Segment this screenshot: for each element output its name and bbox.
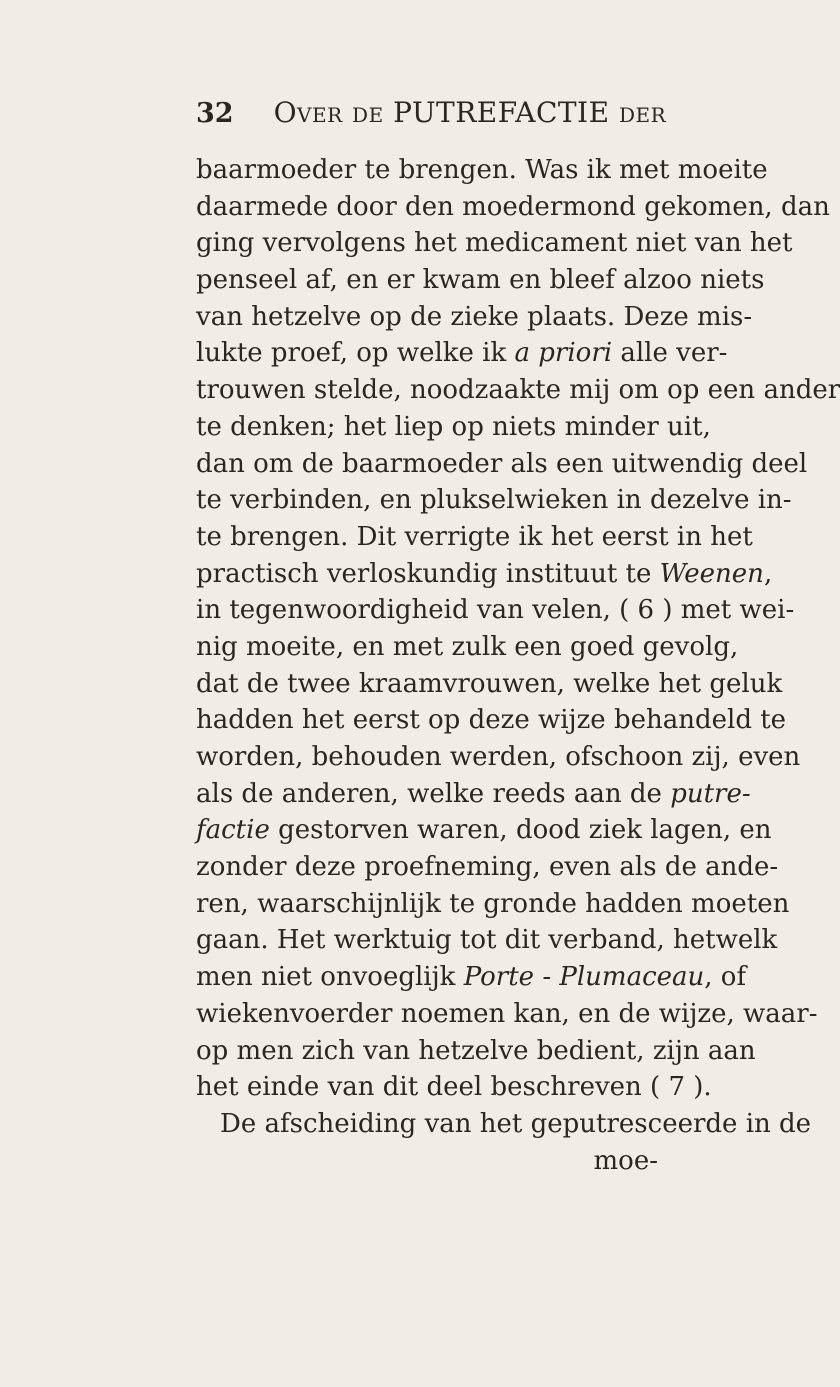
page-number: 32: [196, 98, 234, 129]
text-line: van hetzelve op de zieke plaats. Deze mis-: [196, 301, 753, 332]
text-line: in tegenwoordigheid van velen, ( 6 ) met wei-: [196, 595, 795, 626]
text-line: dat de twee kraamvrouwen, welke het geluk: [196, 668, 783, 699]
text-run: alle ver-: [620, 338, 728, 369]
text-line: penseel af, en er kwam en bleef alzoo niets: [196, 265, 765, 296]
catchword: moe-: [593, 1145, 658, 1176]
text-line: [196, 812, 772, 849]
italic-phrase: putre-: [670, 778, 751, 809]
italic-phrase: factie: [196, 815, 270, 846]
text-line: wiekenvoerder noemen kan, en de wijze, waar-: [196, 998, 818, 1029]
text-run: , of: [704, 962, 747, 993]
running-header: [196, 96, 667, 140]
text-run: gestorven waren, dood ziek lagen, en: [278, 815, 772, 846]
text-line: trouwen stelde, noodzaakte mij om op een ander: [196, 375, 840, 406]
italic-phrase: Weenen: [659, 558, 764, 589]
text-run: lukte proef, op welke ik: [196, 338, 507, 369]
text-line: zonder deze proefneming, even als de ande-: [196, 852, 779, 883]
text-line: daarmede door den moedermond gekomen, dan: [196, 191, 830, 222]
text-line: te brengen. Dit verrigte ik het eerst in het: [196, 521, 753, 552]
title-word: PUTREFACTIE: [393, 96, 610, 129]
running-title: [274, 96, 667, 129]
text-line: hadden het eerst op deze wijze behandeld te: [196, 705, 787, 736]
text-line: dan om de baarmoeder als een uitwendig deel: [196, 448, 808, 479]
text-line: ging vervolgens het medicament niet van het: [196, 228, 793, 259]
text-line: te denken; het liep op niets minder uit,: [196, 411, 711, 442]
text-run: men niet onvoeglijk: [196, 962, 456, 993]
text-line: worden, behouden werden, ofschoon zij, even: [196, 742, 801, 772]
italic-phrase: a priori: [514, 338, 613, 369]
text-line: [196, 335, 728, 372]
text-line: [196, 776, 751, 813]
title-word: Over: [273, 96, 343, 129]
body-text: [196, 152, 840, 1179]
title-word: der: [618, 96, 667, 129]
text-run: als de anderen, welke reeds aan de: [196, 778, 662, 809]
text-run: ,: [763, 558, 773, 589]
text-line: De afscheiding van het geputresceerde in de: [220, 1108, 812, 1139]
text-line: [196, 959, 747, 996]
title-word: de: [352, 96, 384, 129]
text-line: gaan. Het werktuig tot dit verband, hetwelk: [196, 925, 778, 956]
text-line: ren, waarschijnlijk te gronde hadden moeten: [196, 888, 790, 919]
text-line: baarmoeder te brengen. Was ik met moeite: [196, 155, 768, 185]
italic-phrase: Porte - Plumaceau: [463, 962, 705, 993]
text-run: practisch verloskundig instituut te: [196, 558, 652, 589]
text-line: te verbinden, en plukselwieken in dezelve in-: [196, 485, 792, 516]
text-line: op men zich van hetzelve bedient, zijn aan: [196, 1035, 756, 1066]
text-line: [196, 556, 773, 593]
text-line: het einde van dit deel beschreven ( 7 ).: [196, 1072, 712, 1103]
text-line: nig moeite, en met zulk een goed gevolg,: [196, 631, 739, 662]
